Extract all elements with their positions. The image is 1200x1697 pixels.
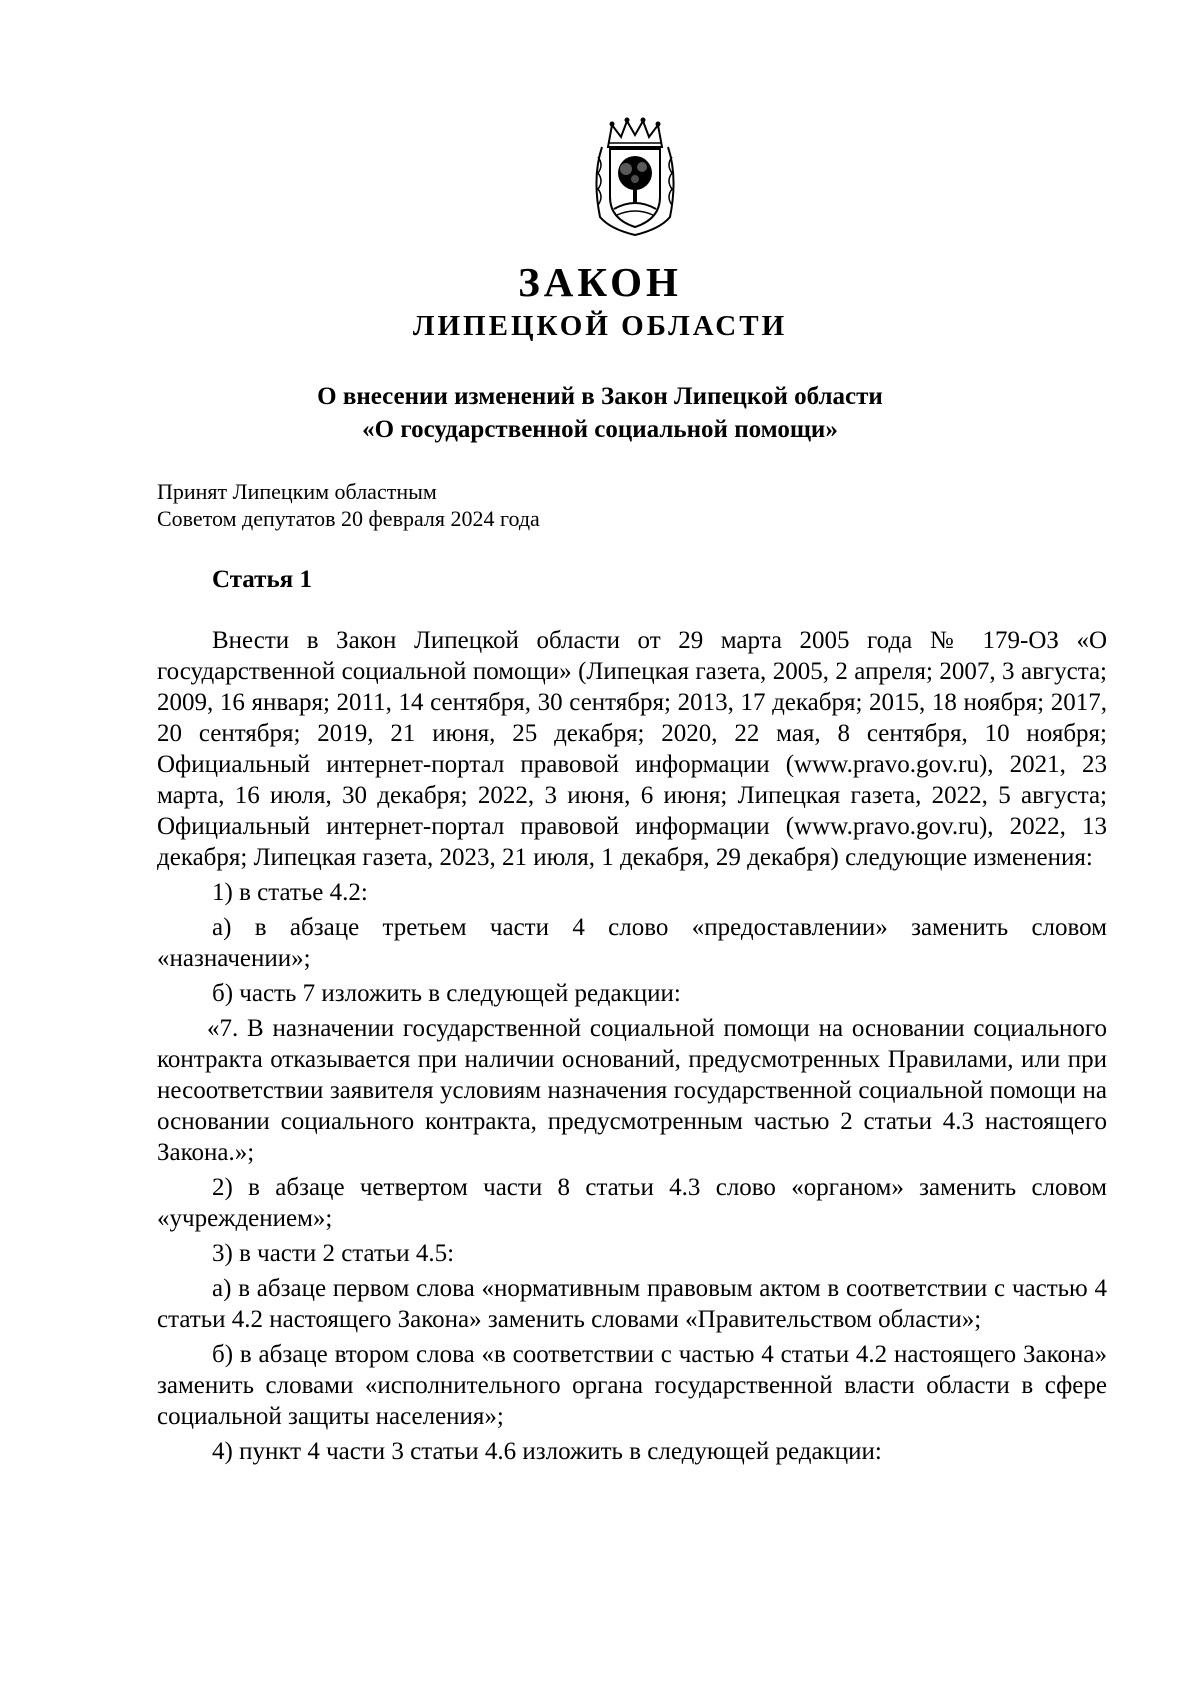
article-body [157, 625, 1107, 1467]
adoption-note-line-2: Советом депутатов 20 февраля 2024 года [157, 506, 540, 531]
body-paragraph: 1) в статье 4.2: [212, 879, 368, 906]
body-paragraph: Внести в Закон Липецкой области от 29 марта 2005 года № 179-ОЗ «О государственной социальной помощи» (Липецкая газета, 2005, 2 апреля; 2007, 3 августа; 2009, 16 января; 2011, 14 сентября, 30 сентября; 2013, 17 декабря; 2015, 18 ноября; 2017, 20 сентября; 2019, 21 июня, 25 декабря; 2020, 22 мая, 8 сентября, 10 ноября; Официальный интернет-портал правовой информации (www.pravo.gov.ru), 2021, 23 марта, 16 июля, 30 декабря; 2022, 3 июня, 6 июня; Липецкая газета, 2022, 5 августа; Официальный интернет-портал правовой информации (www.pravo.gov.ru), 2022, 13 декабря; Липецкая газета, 2023, 21 июля, 1 декабря, 29 декабря) следующие изменения: [157, 627, 1107, 871]
body-paragraph: а) в абзаце первом слова «нормативным правовым актом в соответствии с частью 4 статьи 4.2 настоящего Закона» заменить словами «Правительством области»; [157, 1275, 1107, 1333]
body-paragraph: «7. В назначении государственной социальной помощи на основании социального контракта отказывается при наличии оснований, предусмотренных Правилами, или при несоответствии заявителя условиям назначения государственной социальной помощи на основании социального контракта, предусмотренным частью 2 статьи 4.3 настоящего Закона.»; [157, 1015, 1107, 1166]
body-paragraph: 2) в абзаце четвертом части 8 статьи 4.3 слово «органом» заменить словом «учреждением»; [157, 1174, 1107, 1232]
body-paragraph: 4) пункт 4 части 3 статьи 4.6 изложить в следующей редакции: [212, 1438, 882, 1465]
document-title: ЗАКОН [518, 259, 682, 305]
law-heading [0, 380, 1200, 446]
coat-of-arms-icon [590, 117, 680, 237]
body-paragraph: б) часть 7 изложить в следующей редакции: [212, 980, 681, 1007]
adoption-note-line-1: Принят Липецким областным [157, 479, 437, 504]
body-paragraph: б) в абзаце втором слова «в соответствии с частью 4 статьи 4.2 настоящего Закона» заменить словами «исполнительного органа государственной власти области в сфере социальной защиты населения»; [157, 1341, 1107, 1430]
adoption-note [157, 478, 540, 532]
document-subtitle: ЛИПЕЦКОЙ ОБЛАСТИ [412, 310, 788, 342]
law-heading-line-1: О внесении изменений в Закон Липецкой области [317, 383, 883, 410]
body-paragraph: а) в абзаце третьем части 4 слово «предоставлении» заменить словом «назначении»; [157, 914, 1107, 972]
article-title: Статья 1 [212, 566, 312, 593]
law-heading-line-2: «О государственной социальной помощи» [362, 416, 838, 443]
body-paragraph: 3) в части 2 статьи 4.5: [212, 1240, 455, 1267]
